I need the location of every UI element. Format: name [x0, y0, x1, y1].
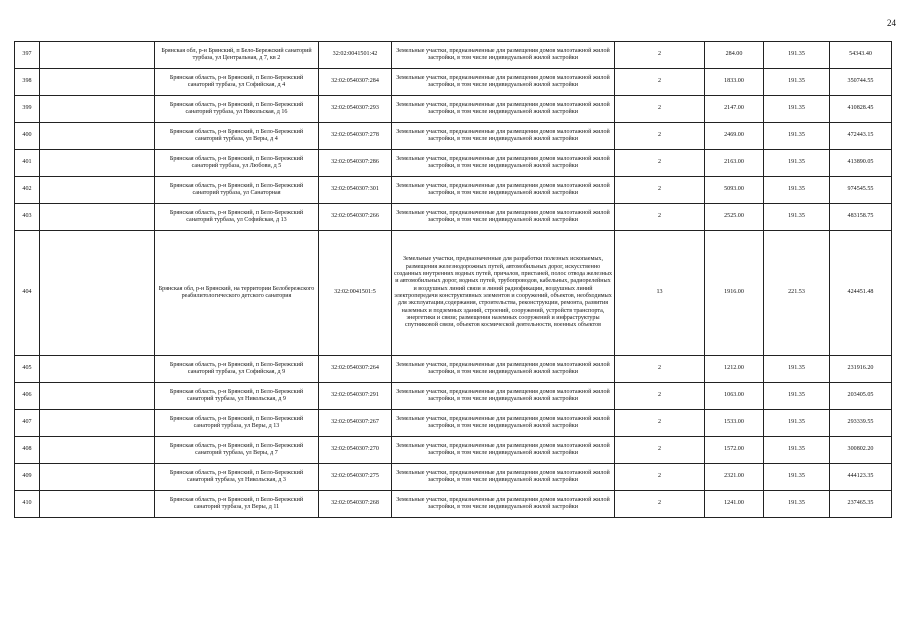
- area-cell: 1572.00: [705, 437, 764, 464]
- area-cell: 1212.00: [705, 356, 764, 383]
- unit-price-cell: 191.35: [764, 356, 830, 383]
- unit-price-cell: 191.35: [764, 437, 830, 464]
- address-cell: Брянская область, р-н Брянский, п Бело-Бережский санаторий турбаза, ул Веры, д 7: [155, 437, 319, 464]
- land-use-cell: Земельные участки, предназначенные для размещения домов малоэтажной жилой застройки, в том числе индивидуальной жилой застройки: [392, 42, 615, 69]
- blank-cell: [40, 491, 155, 518]
- area-cell: 1533.00: [705, 410, 764, 437]
- row-number: 403: [15, 204, 40, 231]
- cadastral-value-cell: 410828.45: [830, 96, 892, 123]
- address-cell: Брянская область, р-н Брянский, п Бело-Бережский санаторий турбаза, ул Софийская, д 9: [155, 356, 319, 383]
- table-row: [15, 204, 892, 231]
- cadastral-value-cell: 350744.55: [830, 69, 892, 96]
- class-cell: 2: [615, 177, 705, 204]
- cadastral-value-cell: 231916.20: [830, 356, 892, 383]
- cadastral-value-cell: 444123.35: [830, 464, 892, 491]
- cadastral-number-cell: 32:02:0540307:278: [319, 123, 392, 150]
- table-row: [15, 123, 892, 150]
- row-number: 399: [15, 96, 40, 123]
- land-registry-table: [14, 41, 892, 518]
- class-cell: 2: [615, 491, 705, 518]
- land-use-cell: Земельные участки, предназначенные для размещения домов малоэтажной жилой застройки, в том числе индивидуальной жилой застройки: [392, 177, 615, 204]
- row-number: 405: [15, 356, 40, 383]
- page-number: 24: [887, 18, 896, 28]
- cadastral-number-cell: 32:02:0540307:275: [319, 464, 392, 491]
- land-use-cell: Земельные участки, предназначенные для разработки полезных ископаемых, размещения железнодорожных путей, автомобильных дорог, искусственно созданных внутренних водных путей, причалов, пристаней, полос отвода железных и автомобильных дорог, водных путей, трубопроводов, кабельных, радиорелейных и воздушных линий связи и линий радиофикации, воздушных линий электропередачи конструктивных элементов и сооружений, объектов, необходимых для эксплуатации,содержания, строительства, реконструкции, ремонта, развития наземных и подземных зданий, строений, сооружений, устройств транспорта, энергетики и связи; размещения наземных сооружений и инфраструктуры спутниковой связи, объектов космической деятельности, военных объектов: [392, 231, 615, 356]
- cadastral-number-cell: 32:02:0540307:264: [319, 356, 392, 383]
- area-cell: 1916.00: [705, 231, 764, 356]
- table-row: [15, 464, 892, 491]
- cadastral-number-cell: 32:02:0540307:266: [319, 204, 392, 231]
- address-cell: Брянская обл, р-н Брянский, на территории Белобережского реабилитологического детского санатория: [155, 231, 319, 356]
- area-cell: 1833.00: [705, 69, 764, 96]
- row-number: 398: [15, 69, 40, 96]
- land-use-cell: Земельные участки, предназначенные для размещения домов малоэтажной жилой застройки, в том числе индивидуальной жилой застройки: [392, 204, 615, 231]
- area-cell: 2147.00: [705, 96, 764, 123]
- area-cell: 2525.00: [705, 204, 764, 231]
- land-use-cell: Земельные участки, предназначенные для размещения домов малоэтажной жилой застройки, в том числе индивидуальной жилой застройки: [392, 437, 615, 464]
- row-number: 400: [15, 123, 40, 150]
- address-cell: Брянская область, р-н Брянский, п Бело-Бережский санаторий турбаза, ул Веры, д 13: [155, 410, 319, 437]
- table-row: [15, 356, 892, 383]
- address-cell: Брянская область, р-н Брянский, п Бело-Бережский санаторий турбаза, ул Никольская, д 16: [155, 96, 319, 123]
- area-cell: 5093.00: [705, 177, 764, 204]
- class-cell: 2: [615, 69, 705, 96]
- table-row: [15, 42, 892, 69]
- address-cell: Брянская область, р-н Брянский, п Бело-Бережский санаторий турбаза, ул Софийская, д 4: [155, 69, 319, 96]
- land-use-cell: Земельные участки, предназначенные для размещения домов малоэтажной жилой застройки, в том числе индивидуальной жилой застройки: [392, 123, 615, 150]
- cadastral-value-cell: 293339.55: [830, 410, 892, 437]
- cadastral-value-cell: 413890.05: [830, 150, 892, 177]
- class-cell: 2: [615, 464, 705, 491]
- blank-cell: [40, 96, 155, 123]
- class-cell: 2: [615, 150, 705, 177]
- blank-cell: [40, 204, 155, 231]
- cadastral-number-cell: 32:02:0540307:301: [319, 177, 392, 204]
- row-number: 409: [15, 464, 40, 491]
- address-cell: Брянская область, р-н Брянский, п Бело-Бережский санаторий турбаза, ул Любови, д 5: [155, 150, 319, 177]
- row-number: 397: [15, 42, 40, 69]
- class-cell: 2: [615, 123, 705, 150]
- blank-cell: [40, 437, 155, 464]
- land-use-cell: Земельные участки, предназначенные для размещения домов малоэтажной жилой застройки, в том числе индивидуальной жилой застройки: [392, 150, 615, 177]
- cadastral-value-cell: 237465.35: [830, 491, 892, 518]
- unit-price-cell: 191.35: [764, 150, 830, 177]
- unit-price-cell: 191.35: [764, 204, 830, 231]
- table-row: [15, 491, 892, 518]
- cadastral-number-cell: 32:02:0540307:291: [319, 383, 392, 410]
- address-cell: Брянская область, р-н Брянский, п Бело-Бережский санаторий турбаза, ул Санаторная: [155, 177, 319, 204]
- unit-price-cell: 191.35: [764, 383, 830, 410]
- area-cell: 1241.00: [705, 491, 764, 518]
- class-cell: 13: [615, 231, 705, 356]
- blank-cell: [40, 356, 155, 383]
- address-cell: Брянская область, р-н Брянский, п Бело-Бережский санаторий турбаза, ул Веры, д 4: [155, 123, 319, 150]
- unit-price-cell: 191.35: [764, 42, 830, 69]
- cadastral-number-cell: 32:02:0041501:42: [319, 42, 392, 69]
- address-cell: Брянская область, р-н Брянский, п Бело-Бережский санаторий турбаза, ул Никольская, д 3: [155, 464, 319, 491]
- table-row: [15, 69, 892, 96]
- address-cell: Брянская область, р-н Брянский, п Бело-Бережский санаторий турбаза, ул Софийская, д 13: [155, 204, 319, 231]
- address-cell: Брянская область, р-н Брянский, п Бело-Бережский санаторий турбаза, ул Никольская, д 9: [155, 383, 319, 410]
- address-cell: Брянская обл, р-н Брянский, п Бело-Бережский санаторий турбаза, ул Центральная, д 7, кв 2: [155, 42, 319, 69]
- area-cell: 2469.00: [705, 123, 764, 150]
- cadastral-value-cell: 54343.40: [830, 42, 892, 69]
- class-cell: 2: [615, 204, 705, 231]
- class-cell: 2: [615, 42, 705, 69]
- unit-price-cell: 221.53: [764, 231, 830, 356]
- table-row: [15, 410, 892, 437]
- area-cell: 1063.00: [705, 383, 764, 410]
- table-row: [15, 231, 892, 356]
- area-cell: 284.00: [705, 42, 764, 69]
- table-row: [15, 96, 892, 123]
- row-number: 401: [15, 150, 40, 177]
- blank-cell: [40, 150, 155, 177]
- unit-price-cell: 191.35: [764, 410, 830, 437]
- cadastral-number-cell: 32:02:0540307:293: [319, 96, 392, 123]
- cadastral-value-cell: 974545.55: [830, 177, 892, 204]
- blank-cell: [40, 383, 155, 410]
- area-cell: 2321.00: [705, 464, 764, 491]
- land-use-cell: Земельные участки, предназначенные для размещения домов малоэтажной жилой застройки, в том числе индивидуальной жилой застройки: [392, 69, 615, 96]
- land-use-cell: Земельные участки, предназначенные для размещения домов малоэтажной жилой застройки, в том числе индивидуальной жилой застройки: [392, 356, 615, 383]
- cadastral-number-cell: 32:02:0540307:270: [319, 437, 392, 464]
- area-cell: 2163.00: [705, 150, 764, 177]
- cadastral-value-cell: 203405.05: [830, 383, 892, 410]
- land-use-cell: Земельные участки, предназначенные для размещения домов малоэтажной жилой застройки, в том числе индивидуальной жилой застройки: [392, 383, 615, 410]
- unit-price-cell: 191.35: [764, 177, 830, 204]
- class-cell: 2: [615, 383, 705, 410]
- class-cell: 2: [615, 410, 705, 437]
- blank-cell: [40, 231, 155, 356]
- unit-price-cell: 191.35: [764, 96, 830, 123]
- unit-price-cell: 191.35: [764, 69, 830, 96]
- blank-cell: [40, 410, 155, 437]
- unit-price-cell: 191.35: [764, 123, 830, 150]
- cadastral-number-cell: 32:02:0540307:268: [319, 491, 392, 518]
- unit-price-cell: 191.35: [764, 491, 830, 518]
- row-number: 408: [15, 437, 40, 464]
- cadastral-number-cell: 32:02:0041501:5: [319, 231, 392, 356]
- land-use-cell: Земельные участки, предназначенные для размещения домов малоэтажной жилой застройки, в том числе индивидуальной жилой застройки: [392, 464, 615, 491]
- blank-cell: [40, 69, 155, 96]
- class-cell: 2: [615, 96, 705, 123]
- table-row: [15, 383, 892, 410]
- cadastral-value-cell: 300802.20: [830, 437, 892, 464]
- table-row: [15, 177, 892, 204]
- row-number: 406: [15, 383, 40, 410]
- row-number: 407: [15, 410, 40, 437]
- blank-cell: [40, 177, 155, 204]
- cadastral-value-cell: 424451.48: [830, 231, 892, 356]
- class-cell: 2: [615, 437, 705, 464]
- land-use-cell: Земельные участки, предназначенные для размещения домов малоэтажной жилой застройки, в том числе индивидуальной жилой застройки: [392, 491, 615, 518]
- class-cell: 2: [615, 356, 705, 383]
- cadastral-number-cell: 32:02:0540307:286: [319, 150, 392, 177]
- blank-cell: [40, 42, 155, 69]
- cadastral-value-cell: 483158.75: [830, 204, 892, 231]
- row-number: 410: [15, 491, 40, 518]
- unit-price-cell: 191.35: [764, 464, 830, 491]
- address-cell: Брянская область, р-н Брянский, п Бело-Бережский санаторий турбаза, ул Веры, д 11: [155, 491, 319, 518]
- land-use-cell: Земельные участки, предназначенные для размещения домов малоэтажной жилой застройки, в том числе индивидуальной жилой застройки: [392, 96, 615, 123]
- table-row: [15, 150, 892, 177]
- row-number: 404: [15, 231, 40, 356]
- table-row: [15, 437, 892, 464]
- cadastral-number-cell: 32:02:0540307:284: [319, 69, 392, 96]
- cadastral-value-cell: 472443.15: [830, 123, 892, 150]
- blank-cell: [40, 464, 155, 491]
- cadastral-number-cell: 32:02:0540307:267: [319, 410, 392, 437]
- row-number: 402: [15, 177, 40, 204]
- land-use-cell: Земельные участки, предназначенные для размещения домов малоэтажной жилой застройки, в том числе индивидуальной жилой застройки: [392, 410, 615, 437]
- blank-cell: [40, 123, 155, 150]
